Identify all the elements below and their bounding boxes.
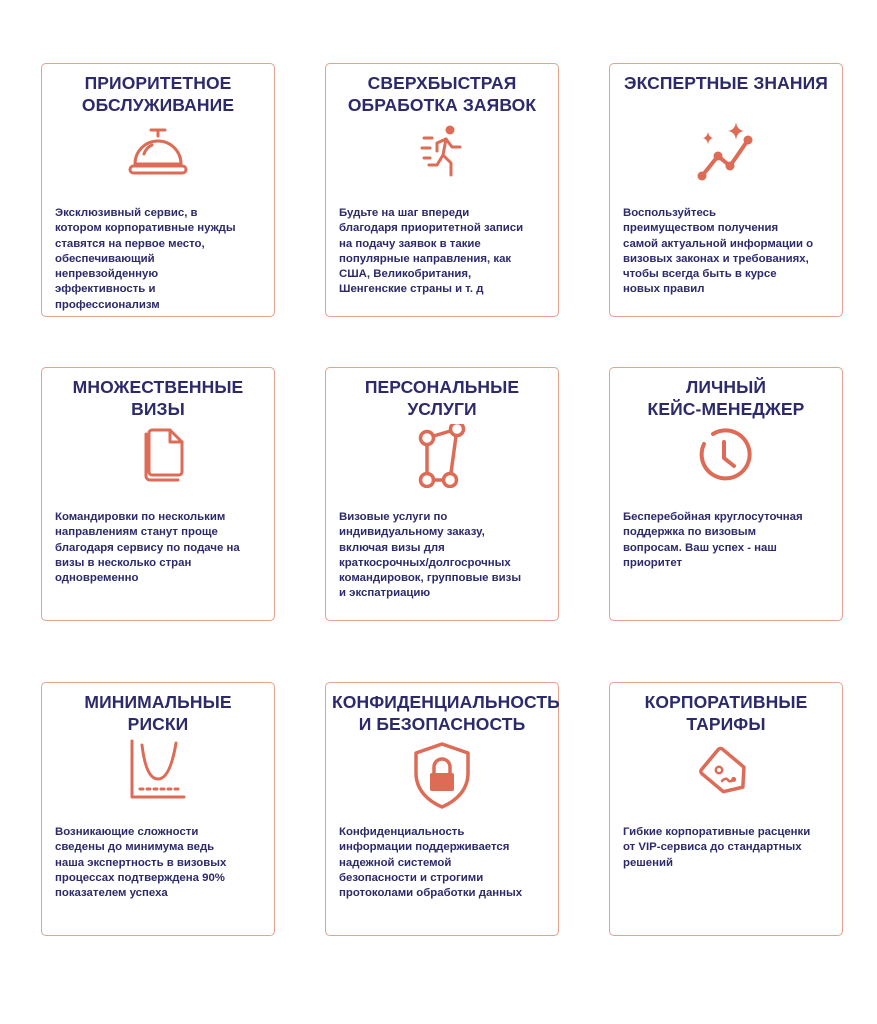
card-title: ЭКСПЕРТНЫЕ ЗНАНИЯ <box>624 73 828 93</box>
card-description: Гибкие корпоративные расценки от VIP-сервиса до стандартных решений <box>623 826 811 869</box>
running-person-icon <box>402 120 482 184</box>
card-title: КОНФИДЕНЦИАЛЬНОСТЬ И БЕЗОПАСНОСТЬ <box>332 692 560 734</box>
price-tag-icon <box>686 739 766 803</box>
card-description: Будьте на шаг впереди благодаря приоритетной записи на подачу заявок в такие популярные направления, как США, Великобритания, Шенгенские страны и т. д <box>339 207 524 296</box>
card-description: Конфиденциальность информации поддерживается надежной системой безопасности и строгими протоколами обработки данных <box>339 826 523 900</box>
feature-card-priority-service <box>41 63 275 317</box>
feature-card-multiple-visas <box>41 367 275 621</box>
card-description: Воспользуйтесь преимуществом получения самой актуальной информации о визовых законах и требованиях, чтобы всегда быть в курсе новых правил <box>623 207 814 296</box>
feature-card-expert-knowledge <box>609 63 843 317</box>
documents-icon <box>118 424 198 488</box>
feature-card-case-manager <box>609 367 843 621</box>
curve-chart-icon <box>118 739 198 803</box>
card-title: МИНИМАЛЬНЫЕ РИСКИ <box>84 692 232 734</box>
card-title: СВЕРХБЫСТРАЯ ОБРАБОТКА ЗАЯВОК <box>347 73 537 115</box>
shield-lock-icon <box>402 741 482 809</box>
feature-card-corporate-tariffs <box>609 682 843 936</box>
card-description: Визовые услуги по индивидуальному заказу, включая визы для краткосрочных/долгосрочных командировок, групповые визы и экспатриацию <box>339 511 522 600</box>
card-title: МНОЖЕСТВЕННЫЕ ВИЗЫ <box>72 377 244 419</box>
connected-nodes-icon <box>402 424 482 488</box>
clock-icon <box>686 424 766 488</box>
service-bell-icon <box>118 120 198 184</box>
card-description: Командировки по нескольким направлениям станут проще благодаря сервису по подаче на визы в несколько стран одновременно <box>55 511 240 585</box>
card-description: Эксклюзивный сервис, в котором корпоративные нужды ставятся на первое место, обеспечивающий непревзойденную эффективность и профессионализм <box>55 207 236 311</box>
sparkle-trend-icon <box>686 120 766 184</box>
card-description: Возникающие сложности сведены до минимума ведь наша экспертность в визовых процессах подтверждена 90% показателем успеха <box>55 826 227 900</box>
card-title: ЛИЧНЫЙ КЕЙС-МЕНЕДЖЕР <box>647 377 805 419</box>
feature-card-minimal-risks <box>41 682 275 936</box>
feature-card-privacy-security <box>325 682 559 936</box>
card-title: ПРИОРИТЕТНОЕ ОБСЛУЖИВАНИЕ <box>81 73 235 115</box>
card-title: ПЕРСОНАЛЬНЫЕ УСЛУГИ <box>364 377 520 419</box>
card-title: КОРПОРАТИВНЫЕ ТАРИФЫ <box>644 692 808 734</box>
feature-card-personal-services <box>325 367 559 621</box>
feature-card-fast-processing <box>325 63 559 317</box>
card-description: Бесперебойная круглосуточная поддержка по визовым вопросам. Ваш успех - наш приоритет <box>623 511 803 569</box>
